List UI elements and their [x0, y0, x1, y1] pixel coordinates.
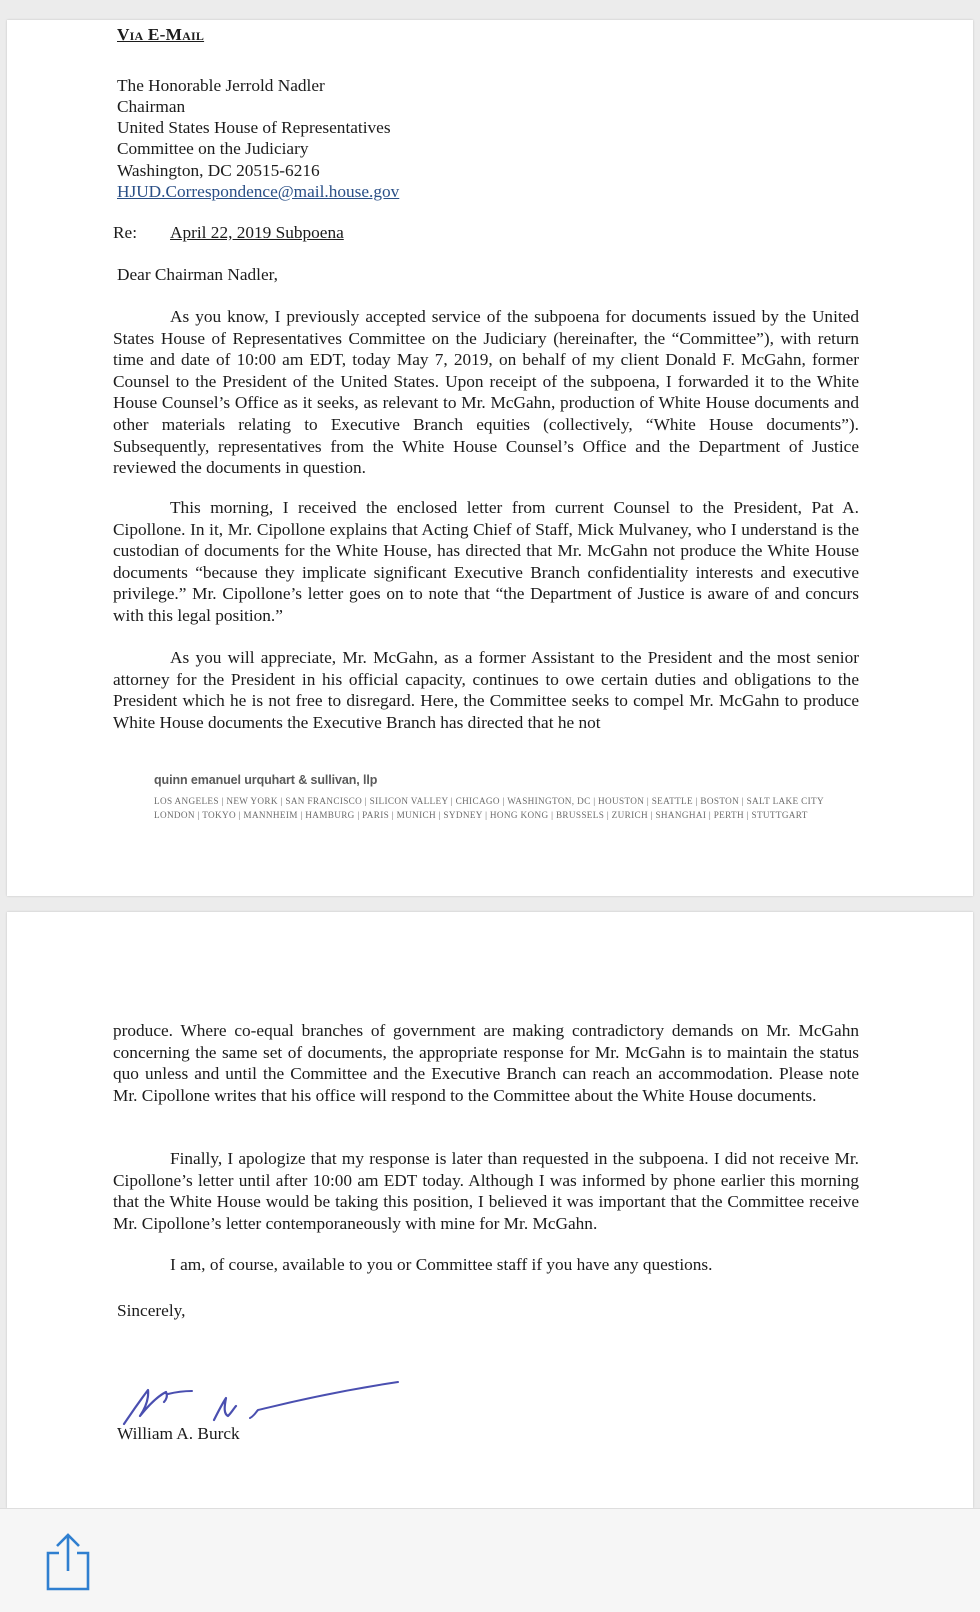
paragraph-3: As you will appreciate, Mr. McGahn, as a former Assistant to the President and the most senior attorney for the President in his official capacity, continues to owe certain duties and obligations to the President which he is not free to disregard. Here, the Committee seeks to compel Mr. McGahn to produce White House documents the Executive Branch has directed that he not: [113, 648, 859, 732]
signer-name: William A. Burck: [117, 1424, 240, 1443]
paragraph-2: This morning, I received the enclosed letter from current Counsel to the President, Pat A. Cipollone. In it, Mr. Cipollone explains that Acting Chief of Staff, Mick Mulvaney, who I understand is the custodian of documents for the White House, has directed that Mr. McGahn not produce the White House documents “because they implicate significant Executive Branch confidentiality interests and executive privilege.” Mr. Cipollone’s letter goes on to note that “the Department of Justice is aware of and concurs with this legal position.”: [113, 498, 859, 625]
firm-name: quinn emanuel urquhart & sullivan, llp: [154, 773, 378, 787]
paragraph-4: produce. Where co-equal branches of government are making contradictory demands on Mr. McGahn concerning the same set of documents, the appropriate response for Mr. McGahn is to maintain the status quo unless and until the Committee and the Executive Branch can reach an accommodation. Please note Mr. Cipollone writes that his office will respond to the Committee about the White House documents.: [113, 1021, 859, 1105]
viewer-toolbar: [0, 1508, 980, 1612]
recipient-committee: Committee on the Judiciary: [117, 139, 309, 158]
recipient-name: The Honorable Jerrold Nadler: [117, 76, 325, 95]
office-list-line-1: LOS ANGELES | NEW YORK | SAN FRANCISCO | SILICON VALLEY | CHICAGO | WASHINGTON, DC | HOUSTON | SEATTLE | BOSTON | SALT LAKE CITY: [154, 796, 824, 806]
closing: Sincerely,: [117, 1301, 186, 1320]
re-label: Re:: [113, 223, 137, 242]
share-icon: [42, 1531, 94, 1593]
office-list-line-2: LONDON | TOKYO | MANNHEIM | HAMBURG | PARIS | MUNICH | SYDNEY | HONG KONG | BRUSSELS | ZURICH | SHANGHAI | PERTH | STUTTGART: [154, 810, 808, 820]
paragraph-5: Finally, I apologize that my response is later than requested in the subpoena. I did not receive Mr. Cipollone’s letter until after 10:00 am EDT today. Although I was informed by phone earlier this morning that the White House would be taking this position, I believed it was important that the Committee receive Mr. Cipollone’s letter contemporaneously with mine for Mr. McGahn.: [113, 1149, 859, 1233]
recipient-organization: United States House of Representatives: [117, 118, 391, 137]
recipient-title: Chairman: [117, 97, 186, 116]
paragraph-6: I am, of course, available to you or Committee staff if you have any questions.: [170, 1255, 713, 1274]
recipient-email-link[interactable]: HJUD.Correspondence@mail.house.gov: [117, 182, 400, 201]
re-subject: April 22, 2019 Subpoena: [170, 223, 344, 242]
salutation: Dear Chairman Nadler,: [117, 265, 279, 284]
delivery-method: Via E-Mail: [117, 25, 205, 44]
recipient-address: Washington, DC 20515-6216: [117, 161, 320, 180]
share-button[interactable]: [42, 1531, 94, 1593]
paragraph-1: As you know, I previously accepted service of the subpoena for documents issued by the United States House of Representatives Committee on the Judiciary (hereinafter, the “Committee”), with return time and date of 10:00 am EDT, today May 7, 2019, on behalf of my client Donald F. McGahn, former Counsel to the President of the United States. Upon receipt of the subpoena, I forwarded it to the White House Counsel’s Office as it seeks, as relevant to Mr. McGahn, production of White House documents and other materials relating to Executive Branch equities (collectively, “White House documents”). Subsequently, representatives from the White House Counsel’s Office and the Department of Justice reviewed the documents in question.: [113, 307, 859, 478]
